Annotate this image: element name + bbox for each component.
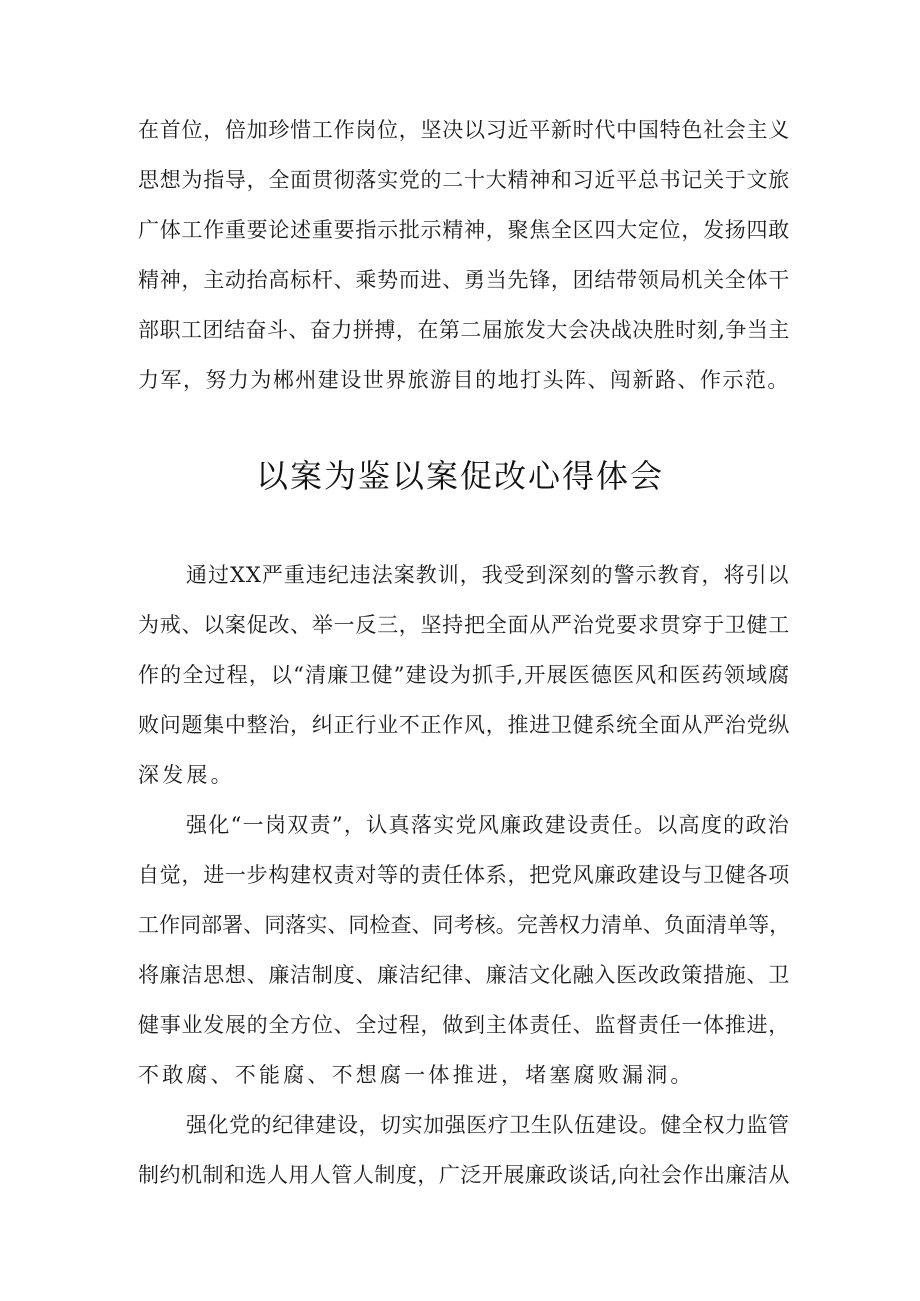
p1-line-3: 作的全过程，以“清廉卫健”建设为抓手,开展医德医风和医药领域腐 <box>138 663 791 687</box>
p1-line-2: 为戒、以案促改、举一反三，坚持把全面从严治党要求贯穿于卫健工 <box>138 613 790 637</box>
p3-line-1: 强化党的纪律建设，切实加强医疗卫生队伍建设。健全权力监管 <box>186 1113 790 1137</box>
p1-line-4: 败问题集中整治，纠正行业不正作风，推进卫健系统全面从严治党纵 <box>138 713 790 737</box>
intro-line-4: 精神，主动抬高标杆、乘势而进、勇当先锋，团结带领局机关全体干 <box>138 268 790 292</box>
p1-line-1: 通过XX严重违纪违法案教训，我受到深刻的警示教育，将引以 <box>186 563 790 587</box>
intro-line-2: 思想为指导，全面贯彻落实党的二十大精神和习近平总书记关于文旅 <box>138 168 790 192</box>
p2-line-2: 自觉，进一步构建权责对等的责任体系，把党风廉政建设与卫健各项 <box>138 863 790 887</box>
p1-line-5: 深发展。 <box>138 763 235 787</box>
p3-line-2: 制约机制和选人用人管人制度，广泛开展廉政谈话,向社会作出廉洁从 <box>138 1163 790 1187</box>
p2-line-4: 将廉洁思想、廉洁制度、廉洁纪律、廉洁文化融入医改政策措施、卫 <box>138 963 790 987</box>
intro-line-5: 部职工团结奋斗、奋力拼搏，在第二届旅发大会决战决胜时刻,争当主 <box>138 318 790 342</box>
p2-line-3: 工作同部署、同落实、同检查、同考核。完善权力清单、负面清单等， <box>138 913 791 937</box>
p2-line-1: 强化“一岗双责”，认真落实党风廉政建设责任。以高度的政治 <box>186 813 791 837</box>
p2-line-6: 不敢腐、不能腐、不想腐一体推进，堵塞腐败漏洞。 <box>138 1063 695 1087</box>
article-title: 以案为鉴以案促改心得体会 <box>255 457 664 495</box>
intro-line-1: 在首位，倍加珍惜工作岗位，坚决以习近平新时代中国特色社会主义 <box>138 118 790 142</box>
p2-line-5: 健事业发展的全方位、全过程，做到主体责任、监督责任一体推进， <box>138 1013 790 1037</box>
intro-line-3: 广体工作重要论述重要指示批示精神，聚焦全区四大定位，发扬四敢 <box>138 218 790 242</box>
intro-line-6: 力军，努力为郴州建设世界旅游目的地打头阵、闯新路、作示范。 <box>138 368 790 392</box>
